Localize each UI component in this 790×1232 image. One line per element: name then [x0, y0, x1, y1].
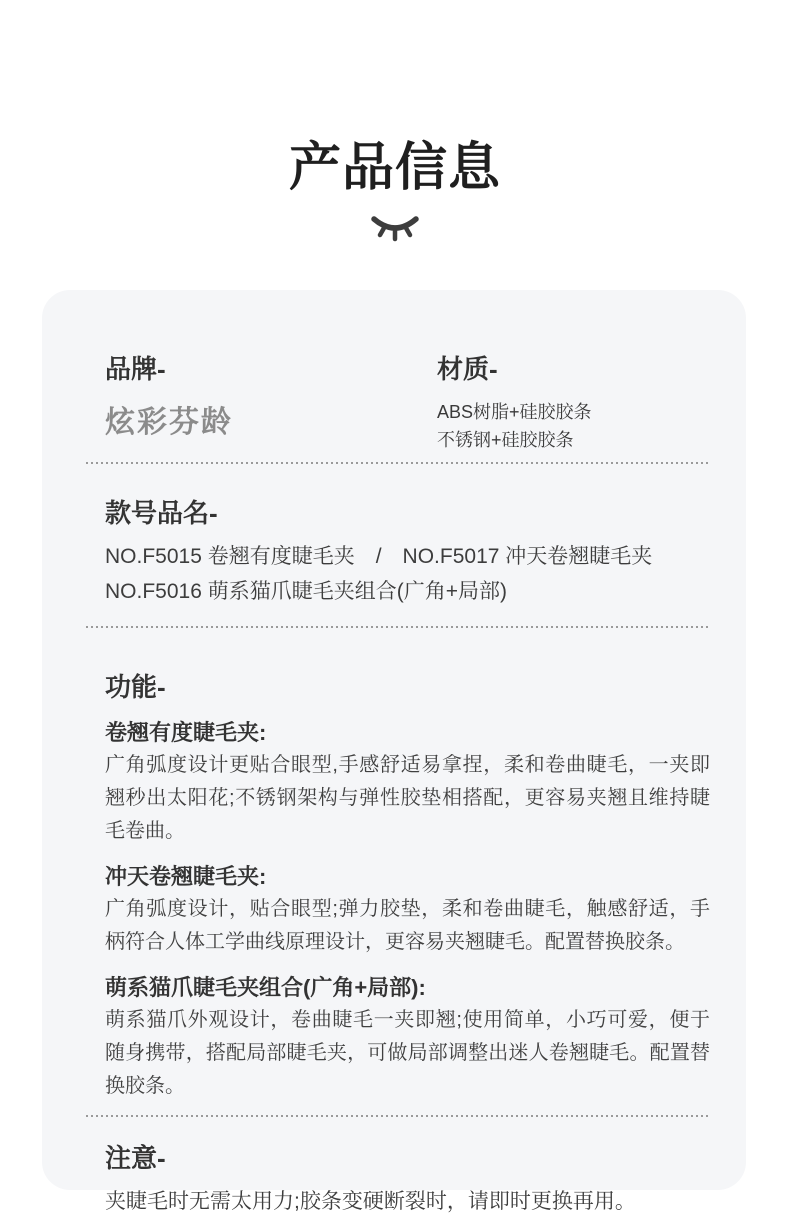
- model-lines: [105, 539, 710, 609]
- eyelash-icon: [0, 212, 790, 246]
- function-item: [105, 860, 710, 959]
- function-item-name: 萌系猫爪睫毛夹组合(广角+局部):: [105, 975, 426, 1000]
- notice-text: 夹睫毛时无需太用力;胶条变硬断裂时，请即时更换再用。: [105, 1190, 636, 1213]
- functions-section: [86, 628, 710, 1103]
- brand-label: 品牌-: [105, 354, 166, 384]
- function-item: [105, 716, 710, 848]
- notice-label: 注意-: [105, 1143, 166, 1173]
- function-item: [105, 971, 710, 1103]
- models-section: [86, 464, 710, 609]
- function-item-name: 冲天卷翘睫毛夹:: [105, 864, 267, 889]
- brand-material-row: [105, 290, 710, 454]
- page-title: 产品信息: [288, 139, 501, 197]
- material-lines: [437, 398, 710, 454]
- material-label: 材质-: [437, 354, 498, 384]
- material-line: ABS树脂+硅胶胶条: [437, 402, 592, 422]
- material-line: 不锈钢+硅胶胶条: [437, 430, 574, 450]
- models-label: 款号品名-: [105, 498, 218, 528]
- function-item-desc: 广角弧度设计更贴合眼型,手感舒适易拿捏，柔和卷曲睫毛，一夹即翘秒出太阳花;不锈钢架构与弹性胶垫相搭配，更容易夹翘且维持睫毛卷曲。: [105, 754, 710, 842]
- material-section: [437, 352, 710, 454]
- eyelash-icon-svg: [369, 212, 421, 244]
- function-item-desc: 萌系猫爪外观设计，卷曲睫毛一夹即翘;使用简单，小巧可爱，便于随身携带，搭配局部睫毛夹，可做局部调整出迷人卷翘睫毛。配置替换胶条。: [105, 1009, 710, 1097]
- notice-section: [86, 1117, 710, 1219]
- brand-section: [105, 352, 437, 454]
- model-line: NO.F5015 卷翘有度睫毛夹 / NO.F5017 冲天卷翘睫毛夹: [105, 545, 653, 568]
- function-item-desc: 广角弧度设计，贴合眼型;弹力胶垫，柔和卷曲睫毛，触感舒适，手柄符合人体工学曲线原理设计，更容易夹翘睫毛。配置替换胶条。: [105, 898, 710, 953]
- functions-label: 功能-: [105, 672, 166, 702]
- brand-logo-text: 炫彩芬龄: [105, 406, 233, 439]
- model-line: NO.F5016 萌系猫爪睫毛夹组合(广角+局部): [105, 580, 507, 603]
- function-item-name: 卷翘有度睫毛夹:: [105, 720, 267, 745]
- product-info-card: [42, 290, 746, 1213]
